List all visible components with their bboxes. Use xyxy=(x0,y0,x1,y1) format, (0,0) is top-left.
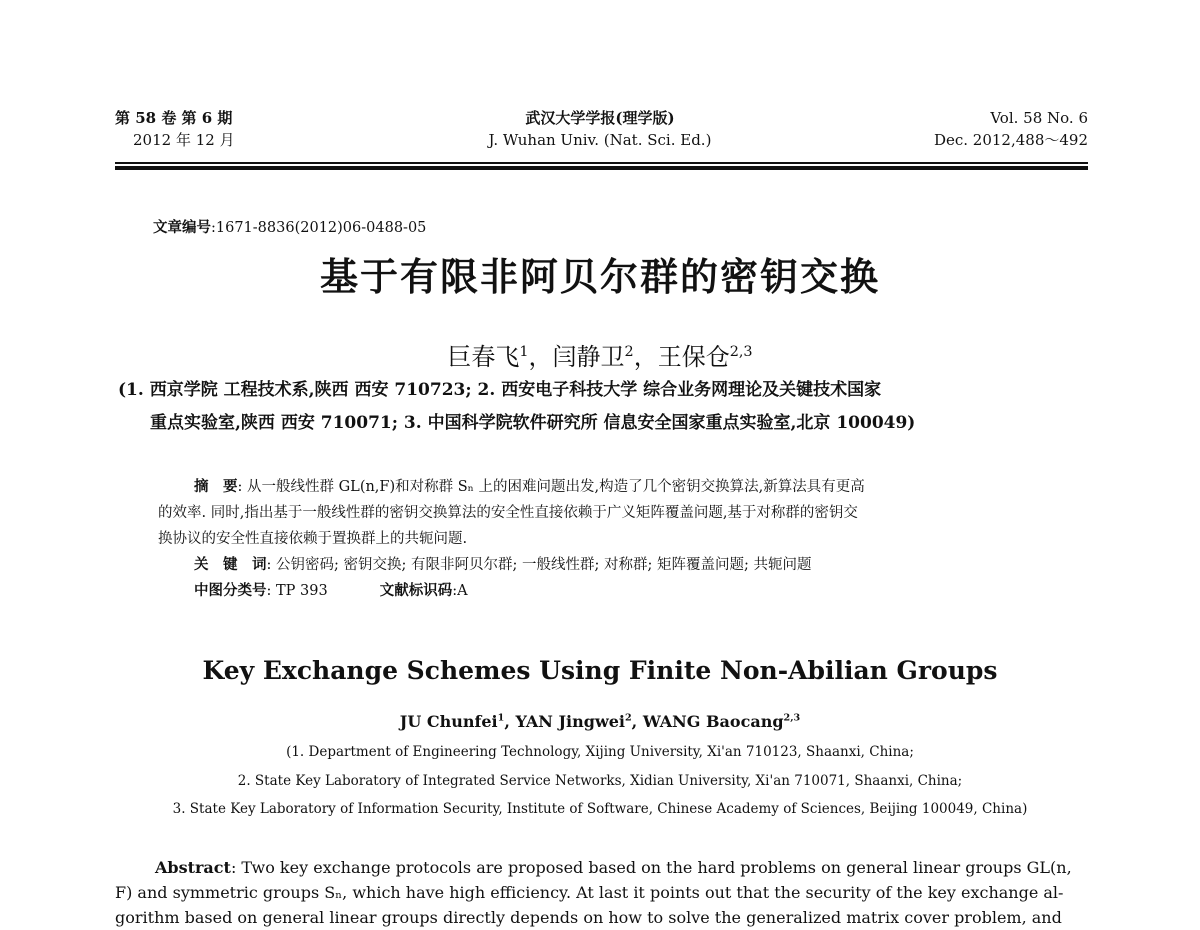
authors-cn xyxy=(0,341,1200,373)
issue-date-text: 2012 年 12 月 xyxy=(133,131,235,149)
abstract-cn-line: 的效率. 同时,指出基于一般线性群的密钥交换算法的安全性直接依赖于广义矩阵覆盖问题,基于对称群的密钥交 xyxy=(158,505,858,521)
author-affil-sup: 2 xyxy=(624,344,634,360)
author-affil-sup: 2,3 xyxy=(783,712,801,724)
date-pages-text: Dec. 2012,488～492 xyxy=(933,131,1088,149)
authors-en xyxy=(0,711,1200,733)
keywords-cn-value: : 公钥密码; 密钥交换; 有限非阿贝尔群; 一般线性群; 对称群; 矩阵覆盖问题; 共轭问题 xyxy=(266,557,812,573)
abstract-en xyxy=(115,855,1090,930)
volume-issue-text: 第 58 卷 第 6 期 xyxy=(115,109,233,127)
vol-no-text: Vol. 58 No. 6 xyxy=(990,109,1088,127)
author-name: 王保仓 xyxy=(657,343,730,371)
journal-name-cn: 武汉大学学报(理学版) xyxy=(525,109,675,127)
author-name: YAN Jingwei xyxy=(515,712,625,731)
author-name: 闫静卫 xyxy=(552,343,625,371)
journal-name-en: J. Wuhan Univ. (Nat. Sci. Ed.) xyxy=(488,131,712,149)
journal-name xyxy=(400,107,800,151)
abstract-en-line xyxy=(115,855,1090,880)
author-separator: , xyxy=(631,712,643,731)
affiliation-en-line: 3. State Key Laboratory of Information Security, Institute of Software, Chinese Academy of Sciences, Beijing 100049, China) xyxy=(172,801,1028,817)
affiliation-cn-line: (1. 西京学院 工程技术系,陕西 西安 710723; 2. 西安电子科技大学 综合业务网理论及关键技术国家 xyxy=(118,380,882,400)
abstract-cn-text: : 从一般线性群 GL(n,F)和对称群 Sₙ 上的困难问题出发,构造了几个密钥交换算法,新算法具有更高 xyxy=(237,479,865,495)
keywords-cn-label: 关 键 词 xyxy=(194,556,267,573)
author-name: WANG Baocang xyxy=(642,712,784,731)
author-separator: ， xyxy=(528,343,553,371)
clc-label: 中图分类号 xyxy=(194,582,267,599)
abstract-en-line: gorithm based on general linear groups directly depends on how to solve the generalized matrix cover problem, and xyxy=(115,908,1062,927)
doc-code-value: :A xyxy=(452,583,468,599)
abstract-cn-line: 换协议的安全性直接依赖于置换群上的共轭问题. xyxy=(158,531,468,547)
abstract-cn-label: 摘 要 xyxy=(194,478,238,495)
author-name: 巨春飞 xyxy=(447,343,520,371)
author-affil-sup: 2,3 xyxy=(729,344,753,360)
abstract-cn-line xyxy=(162,474,1052,500)
header-rule-thin xyxy=(115,162,1088,164)
author-separator: , xyxy=(504,712,516,731)
clc-value: : TP 393 xyxy=(266,583,328,599)
article-number-label: 文章编号 xyxy=(153,219,211,236)
author-affil-sup: 2 xyxy=(624,712,632,724)
author-affil-sup: 1 xyxy=(497,712,505,724)
journal-vol-pages xyxy=(888,107,1088,151)
affiliation-cn-line: 重点实验室,陕西 西安 710071; 3. 中国科学院软件研究所 信息安全国家重点实验室,北京 100049) xyxy=(150,413,916,433)
header-rule-thick xyxy=(115,166,1088,170)
affiliation-en-line: 2. State Key Laboratory of Integrated Service Networks, Xidian University, Xi'an 710071, Shaanxi, China; xyxy=(237,773,963,789)
abstract-en-text: : Two key exchange protocols are proposed based on the hard problems on general linear groups GL(n, xyxy=(230,858,1072,877)
article-number xyxy=(153,218,426,238)
article-number-value: :1671-8836(2012)06-0488-05 xyxy=(211,220,427,236)
abstract-cn xyxy=(158,474,1052,604)
paper-title-en: Key Exchange Schemes Using Finite Non-Abilian Groups xyxy=(202,656,998,685)
author-affil-sup: 1 xyxy=(519,344,529,360)
author-separator: ， xyxy=(633,343,658,371)
abstract-en-line: F) and symmetric groups Sₙ, which have high efficiency. At last it points out that the security of the key exchange al- xyxy=(115,883,1064,902)
journal-volume-issue xyxy=(115,107,235,151)
doc-code-label: 文献标识码 xyxy=(379,582,453,599)
keywords-cn xyxy=(162,552,1052,578)
paper-title-cn: 基于有限非阿贝尔群的密钥交换 xyxy=(319,254,880,299)
abstract-en-label: Abstract xyxy=(155,858,231,877)
classification-cn xyxy=(162,578,1052,604)
affiliation-en-line: (1. Department of Engineering Technology, Xijing University, Xi'an 710123, Shaanxi, China; xyxy=(286,744,914,760)
author-name: JU Chunfei xyxy=(399,712,498,731)
